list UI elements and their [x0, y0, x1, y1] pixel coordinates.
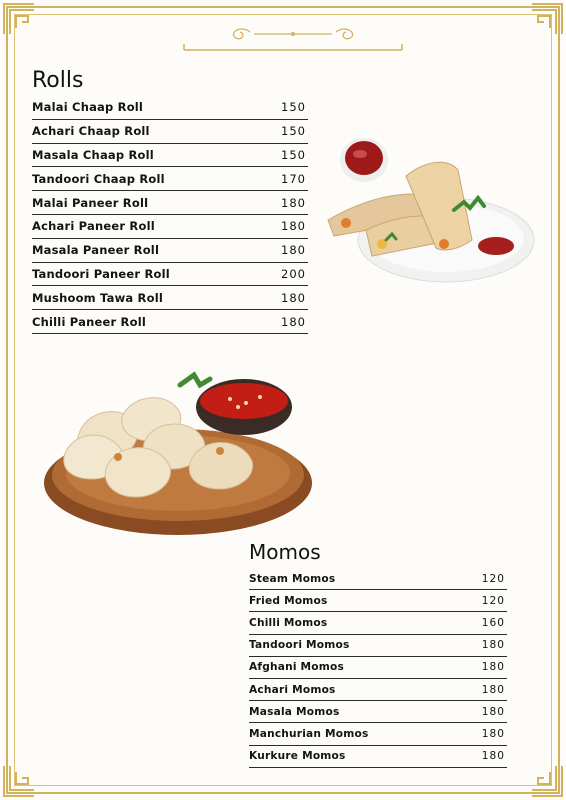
corner-ornament-icon [530, 2, 564, 36]
item-name: Achari Paneer Roll [32, 219, 155, 234]
item-price: 180 [281, 243, 306, 258]
rolls-plate-illustration [326, 128, 538, 288]
momos-plate-illustration [40, 365, 320, 540]
corner-ornament-icon [530, 764, 564, 798]
menu-item [32, 215, 308, 239]
menu-item [32, 120, 308, 144]
item-price: 180 [481, 727, 505, 740]
menu-item [249, 568, 507, 590]
item-price: 180 [481, 705, 505, 718]
item-price: 170 [281, 171, 306, 186]
item-name: Afghani Momos [249, 661, 344, 674]
menu-item [249, 657, 507, 679]
item-price: 120 [481, 594, 505, 607]
menu-item [249, 635, 507, 657]
item-price: 180 [481, 683, 505, 696]
item-price: 150 [281, 124, 306, 139]
item-price: 180 [281, 314, 306, 329]
item-name: Manchurian Momos [249, 727, 369, 740]
item-name: Kurkure Momos [249, 750, 346, 763]
menu-item [249, 701, 507, 723]
item-name: Masala Paneer Roll [32, 243, 160, 258]
menu-item [32, 167, 308, 191]
item-name: Tandoori Chaap Roll [32, 171, 165, 186]
rolls-menu-list [32, 96, 308, 334]
item-price: 180 [481, 750, 505, 763]
top-flourish-icon [180, 22, 406, 56]
menu-item [32, 191, 308, 215]
item-name: Malai Paneer Roll [32, 195, 149, 210]
item-name: Mushoom Tawa Roll [32, 290, 164, 305]
corner-ornament-icon [2, 2, 36, 36]
item-name: Masala Chaap Roll [32, 147, 154, 162]
menu-item [32, 310, 308, 334]
corner-ornament-icon [2, 764, 36, 798]
menu-item [32, 96, 308, 120]
item-name: Masala Momos [249, 705, 340, 718]
momos-menu-list [249, 568, 507, 768]
menu-item [249, 612, 507, 634]
item-price: 180 [481, 639, 505, 652]
menu-item [32, 144, 308, 168]
item-name: Achari Chaap Roll [32, 124, 150, 139]
item-name: Chilli Momos [249, 616, 328, 629]
item-price: 150 [281, 147, 306, 162]
item-price: 160 [481, 616, 505, 629]
item-price: 180 [281, 219, 306, 234]
item-name: Malai Chaap Roll [32, 100, 144, 115]
menu-item [249, 590, 507, 612]
menu-item [249, 746, 507, 768]
item-price: 180 [281, 290, 306, 305]
item-name: Chilli Paneer Roll [32, 314, 146, 329]
momos-section-title: Momos [249, 540, 321, 564]
item-price: 200 [281, 266, 306, 281]
menu-item [249, 723, 507, 745]
item-name: Tandoori Paneer Roll [32, 266, 170, 281]
item-name: Tandoori Momos [249, 639, 350, 652]
item-price: 180 [481, 661, 505, 674]
item-price: 120 [481, 572, 505, 585]
item-price: 180 [281, 195, 306, 210]
rolls-section-title: Rolls [32, 68, 84, 93]
menu-item [32, 286, 308, 310]
item-name: Steam Momos [249, 572, 336, 585]
menu-item [32, 263, 308, 287]
menu-item [249, 679, 507, 701]
item-price: 150 [281, 100, 306, 115]
item-name: Achari Momos [249, 683, 336, 696]
item-name: Fried Momos [249, 594, 328, 607]
menu-item [32, 239, 308, 263]
